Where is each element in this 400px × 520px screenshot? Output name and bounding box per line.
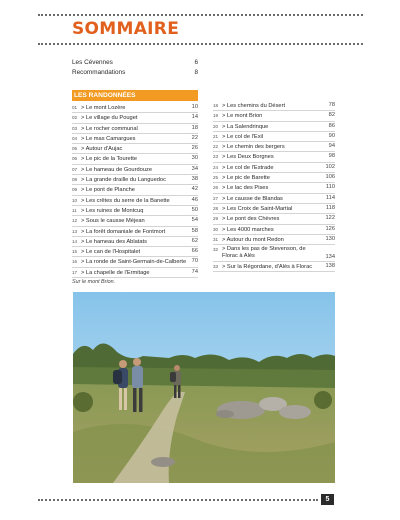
toc-entry-title: > Les crêtes du serre de la Banette [81, 197, 170, 204]
toc-entry[interactable] [72, 257, 198, 267]
toc-entry-title: > La forêt domaniale de Fontmort [81, 228, 166, 235]
toc-entry-page: 30 [191, 155, 198, 162]
intro-entry-page: 8 [194, 69, 198, 76]
title-dotted-rule [38, 43, 363, 45]
toc-entry-title: > Le pic de Barette [222, 175, 270, 182]
toc-entry-page: 70 [191, 258, 198, 265]
toc-entry-page: 98 [328, 153, 335, 160]
toc-entry[interactable] [72, 103, 198, 113]
toc-entry-number: 11 [72, 207, 77, 213]
toc-entry-title: > Les Croix de Saint-Martial [222, 205, 293, 212]
toc-entry-number: 31 [213, 236, 219, 242]
toc-entry-title: > Sous le causse Méjean [81, 218, 145, 225]
toc-entry-page: 138 [325, 263, 335, 270]
toc-entry[interactable] [72, 175, 198, 185]
toc-entry-title: > Le hameau des Ablatats [81, 238, 147, 245]
toc-entry-title: > La grande draille du Languedoc [81, 177, 166, 184]
page-number: 5 [321, 494, 334, 505]
toc-entry[interactable] [72, 196, 198, 206]
toc-entry-number: 01 [72, 105, 78, 110]
top-dotted-rule [38, 14, 363, 16]
toc-entry-page: 82 [328, 112, 335, 119]
toc-entry[interactable] [213, 245, 335, 262]
toc-entry[interactable] [213, 163, 335, 173]
toc-entry-page: 62 [191, 237, 198, 244]
toc-entry-number: 32 [213, 247, 219, 253]
toc-entry[interactable] [213, 122, 335, 132]
toc-entry[interactable] [213, 204, 335, 214]
toc-entry-title: > Le causse de Blandas [222, 195, 283, 202]
toc-entry-number: 24 [213, 164, 219, 170]
toc-entry-number: 22 [213, 144, 219, 150]
toc-entry-title: > Autour d'Aujac [81, 146, 123, 153]
toc-entry-number: 28 [213, 205, 219, 211]
toc-entry-page: 54 [191, 217, 198, 224]
toc-entry-page: 126 [325, 225, 335, 232]
toc-entry-number: 14 [72, 238, 78, 244]
toc-entry-title: > La Salendrinque [222, 123, 269, 130]
toc-entry[interactable] [213, 183, 335, 193]
toc-entry-page: 74 [191, 268, 198, 275]
page-title: SOMMAIRE [72, 19, 180, 39]
toc-entry-number: 19 [213, 113, 219, 119]
toc-entry[interactable] [213, 111, 335, 121]
toc-entry[interactable] [213, 235, 335, 245]
intro-entry-label: Recommandations [72, 69, 126, 76]
section-heading-randonnees: LES RANDONNÉES [72, 90, 198, 101]
toc-entry-page: 78 [328, 102, 335, 108]
toc-entry-number: 27 [213, 195, 219, 201]
toc-entry-title: > La ronde de Saint-Germain-de-Calberte [81, 259, 187, 266]
toc-entry-page: 114 [325, 194, 335, 201]
toc-entry[interactable] [72, 227, 198, 237]
toc-entry-number: 10 [72, 197, 78, 203]
toc-entry-title: > Le rocher communal [81, 125, 138, 132]
toc-entry-title: > Dans les pas de Stevenson, de Florac à Alès [222, 245, 306, 260]
toc-entry-title: > Le col de l'Estrade [222, 164, 274, 171]
toc-entry-page: 18 [191, 124, 198, 131]
toc-entry-page: 118 [325, 204, 335, 211]
toc-entry-title: > Le col de l'Exil [222, 133, 264, 140]
toc-entry[interactable] [72, 165, 198, 175]
toc-entry-page: 102 [325, 163, 335, 170]
toc-entry-number: 02 [72, 115, 78, 121]
toc-entry[interactable] [72, 134, 198, 144]
toc-entry[interactable] [213, 194, 335, 204]
toc-entry-page: 46 [191, 196, 198, 203]
toc-entry-page: 50 [191, 206, 198, 213]
toc-entry[interactable] [213, 225, 335, 235]
toc-entry-page: 110 [325, 184, 335, 191]
toc-entry[interactable] [72, 247, 198, 257]
toc-entry[interactable] [72, 268, 198, 278]
toc-entry-title: > Le village du Pouget [81, 115, 138, 122]
toc-entry-page: 130 [325, 235, 335, 242]
toc-entry-page: 34 [191, 165, 198, 172]
toc-entry-number: 25 [213, 175, 219, 181]
toc-entry-number: 08 [72, 177, 78, 183]
toc-entry-title: > Sur la Régordane, d'Alès à Florac [222, 264, 313, 271]
intro-entry-label: Les Cévennes [72, 59, 113, 66]
toc-entry-title: > Autour du mont Redon [222, 236, 284, 243]
toc-entry-title: > Le chemin des bergers [222, 144, 285, 151]
toc-entry-number: 06 [72, 156, 78, 162]
toc-entry-number: 03 [72, 125, 78, 131]
toc-entry[interactable] [213, 214, 335, 224]
toc-entry-number: 09 [72, 187, 78, 193]
toc-entry-page: 94 [328, 143, 335, 150]
toc-entry[interactable] [213, 142, 335, 152]
toc-entry-number: 13 [72, 228, 78, 234]
toc-entry-title: > Le mas Camargues [81, 135, 136, 142]
toc-entry[interactable] [72, 216, 198, 226]
toc-entry[interactable] [72, 237, 198, 247]
toc-entry-title: > La chapelle de l'Ermitage [81, 269, 150, 276]
toc-entry-title: > Les Deux Borgnes [222, 154, 274, 161]
toc-entry-page: 122 [325, 215, 335, 222]
toc-entry-number: 05 [72, 146, 78, 152]
toc-entry-number: 18 [213, 103, 219, 108]
toc-entry-page: 10 [191, 104, 198, 110]
toc-entry-page: 66 [191, 248, 198, 255]
toc-entry-number: 07 [72, 166, 78, 172]
toc-left-column [72, 103, 198, 278]
toc-entry-page: 106 [325, 174, 335, 181]
toc-entry-title: > Les ruines de Montcuq [81, 207, 144, 214]
toc-entry[interactable] [213, 173, 335, 183]
toc-entry-number: 21 [213, 133, 219, 139]
toc-entry[interactable] [72, 144, 198, 154]
toc-entry[interactable] [213, 132, 335, 142]
toc-entry[interactable] [72, 206, 198, 216]
toc-entry-number: 23 [213, 154, 219, 160]
toc-entry-page: 86 [328, 122, 335, 129]
toc-entry-number: 17 [72, 269, 78, 275]
toc-entry[interactable] [213, 152, 335, 162]
footer-dotted-rule [38, 499, 318, 501]
photo-caption: Sur le mont Brion. [72, 279, 116, 285]
intro-entry-page: 6 [194, 59, 198, 66]
toc-entry[interactable] [72, 185, 198, 195]
toc-entry-title: > Le pont des Chèvres [222, 216, 280, 223]
toc-entry-page: 58 [191, 227, 198, 234]
toc-entry-title: > Les chemins du Désert [222, 103, 286, 109]
toc-entry[interactable] [72, 124, 198, 134]
toc-entry[interactable] [213, 101, 335, 111]
toc-entry-number: 20 [213, 123, 219, 129]
toc-entry-number: 30 [213, 226, 219, 232]
toc-right-column [213, 101, 335, 272]
toc-entry-title: > Le lac des Pises [222, 185, 269, 192]
toc-entry-page: 90 [328, 132, 335, 139]
toc-entry-number: 15 [72, 249, 78, 255]
toc-entry-number: 12 [72, 218, 78, 224]
toc-entry-title: > Le hameau de Gourdouze [81, 166, 152, 173]
toc-entry-number: 33 [213, 264, 219, 270]
toc-entry-title: > Le mont Lozère [81, 105, 126, 111]
toc-entry-page: 22 [191, 134, 198, 141]
toc-entry-number: 26 [213, 185, 219, 191]
toc-entry-number: 04 [72, 135, 78, 141]
toc-entry-title: > Les 4000 marches [222, 226, 274, 233]
toc-entry-page: 14 [191, 114, 198, 121]
toc-entry[interactable] [72, 113, 198, 123]
toc-entry-number: 16 [72, 259, 78, 265]
toc-entry-title: > Le can de l'Hospitalet [81, 249, 141, 256]
toc-entry[interactable] [213, 262, 335, 272]
toc-entry-title: > Le pont de Planche [81, 187, 135, 194]
toc-entry-number: 29 [213, 216, 219, 222]
toc-entry-page: 26 [191, 145, 198, 152]
toc-entry-page: 134 [325, 254, 335, 261]
toc-entry[interactable] [72, 154, 198, 164]
toc-entry-page: 42 [191, 186, 198, 193]
hikers-photo [73, 292, 335, 483]
toc-entry-title: > Le mont Brion [222, 113, 263, 120]
toc-entry-title: > Le pic de la Tourette [81, 156, 138, 163]
toc-entry-page: 38 [191, 176, 198, 183]
